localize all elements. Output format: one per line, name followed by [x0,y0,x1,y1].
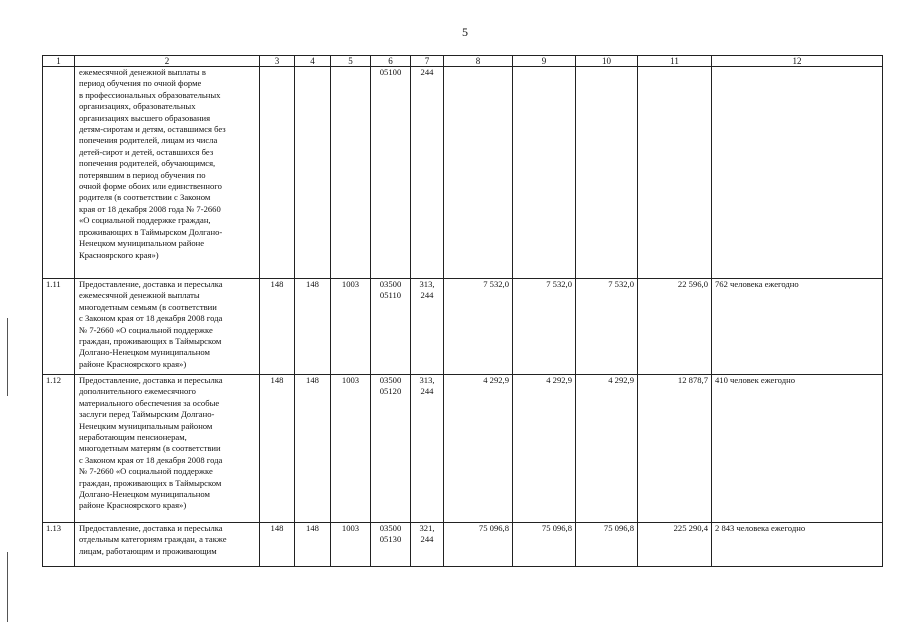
col8-cell [444,67,513,279]
col3-cell: 148 [260,523,295,567]
col8-cell: 4 292,9 [444,375,513,523]
col4-cell: 148 [295,279,331,375]
column-header: 3 [260,56,295,67]
col9-cell [513,67,576,279]
description-cell: Предоставление, доставка и пересылка дополнительного ежемесячного материального обеспечения за особые заслуги перед Таймырским Долгано- Ненецким муниципальным районом неработающим пенсионерам, многодетным матерям (в соответствии с Законом края от 18 декабря 2008 года № 7-2660 «О социальной поддержке граждан, проживающих в Таймырском Долгано-Ненецком муниципальном районе Красноярского края») [75,375,260,523]
col11-cell: 12 878,7 [638,375,712,523]
column-header: 12 [712,56,883,67]
col12-cell [712,67,883,279]
col11-cell: 22 596,0 [638,279,712,375]
col7-cell: 244 [411,67,444,279]
col5-cell [331,67,371,279]
col11-cell [638,67,712,279]
table-row [43,375,883,523]
col7-cell: 313, 244 [411,279,444,375]
column-header: 10 [576,56,638,67]
col9-cell: 7 532,0 [513,279,576,375]
row-number-cell: 1.12 [43,375,75,523]
column-header: 8 [444,56,513,67]
table-row [43,523,883,567]
description-cell: Предоставление, доставка и пересылка отдельным категориям граждан, а также лицам, работающим и проживающим [75,523,260,567]
col12-cell: 762 человека ежегодно [712,279,883,375]
col12-cell: 2 843 человека ежегодно [712,523,883,567]
budget-table [42,55,883,567]
col10-cell: 4 292,9 [576,375,638,523]
description-cell: Предоставление, доставка и пересылка ежемесячной денежной выплаты многодетным семьям (в соответствии с Законом края от 18 декабря 2008 года № 7-2660 «О социальной поддержке граждан, проживающих в Таймырском Долгано-Ненецком муниципальном районе Красноярского края») [75,279,260,375]
column-header: 4 [295,56,331,67]
column-header: 7 [411,56,444,67]
col3-cell: 148 [260,375,295,523]
column-header: 2 [75,56,260,67]
col11-cell: 225 290,4 [638,523,712,567]
column-header: 11 [638,56,712,67]
col7-cell: 313, 244 [411,375,444,523]
col12-cell: 410 человек ежегодно [712,375,883,523]
col6-cell: 03500 05110 [371,279,411,375]
row-number-cell: 1.13 [43,523,75,567]
column-header: 6 [371,56,411,67]
col8-cell: 7 532,0 [444,279,513,375]
row-number-cell [43,67,75,279]
col6-cell: 05100 [371,67,411,279]
col7-cell: 321, 244 [411,523,444,567]
col10-cell [576,67,638,279]
col5-cell: 1003 [331,523,371,567]
col9-cell: 4 292,9 [513,375,576,523]
column-header: 5 [331,56,371,67]
col6-cell: 03500 05120 [371,375,411,523]
page-number: 5 [462,25,468,39]
table-row-continuation [43,67,883,279]
margin-line [7,318,8,396]
column-header: 1 [43,56,75,67]
col4-cell: 148 [295,523,331,567]
column-header: 9 [513,56,576,67]
description-cell: ежемесячной денежной выплаты в период обучения по очной форме в профессиональных образовательных организациях, образовательных организациях высшего образования детям-сиротам и детям, оставшимся без попечения родителей, лицам из числа детей-сирот и детей, оставшихся без попечения родителей, обучающимся, потерявшим в период обучения по очной форме обоих или единственного родителя (в соответствии с Законом края от 18 декабря 2008 года № 7-2660 «О социальной поддержке граждан, проживающих в Таймырском Долгано- Ненецком муниципальном районе Красноярского края») [75,67,260,279]
col4-cell: 148 [295,375,331,523]
col4-cell [295,67,331,279]
row-number-cell: 1.11 [43,279,75,375]
col9-cell: 75 096,8 [513,523,576,567]
margin-line [7,552,8,622]
col5-cell: 1003 [331,279,371,375]
col3-cell [260,67,295,279]
col10-cell: 75 096,8 [576,523,638,567]
table-header-row [43,56,883,67]
col8-cell: 75 096,8 [444,523,513,567]
col3-cell: 148 [260,279,295,375]
col6-cell: 03500 05130 [371,523,411,567]
table-row [43,279,883,375]
col10-cell: 7 532,0 [576,279,638,375]
col5-cell: 1003 [331,375,371,523]
